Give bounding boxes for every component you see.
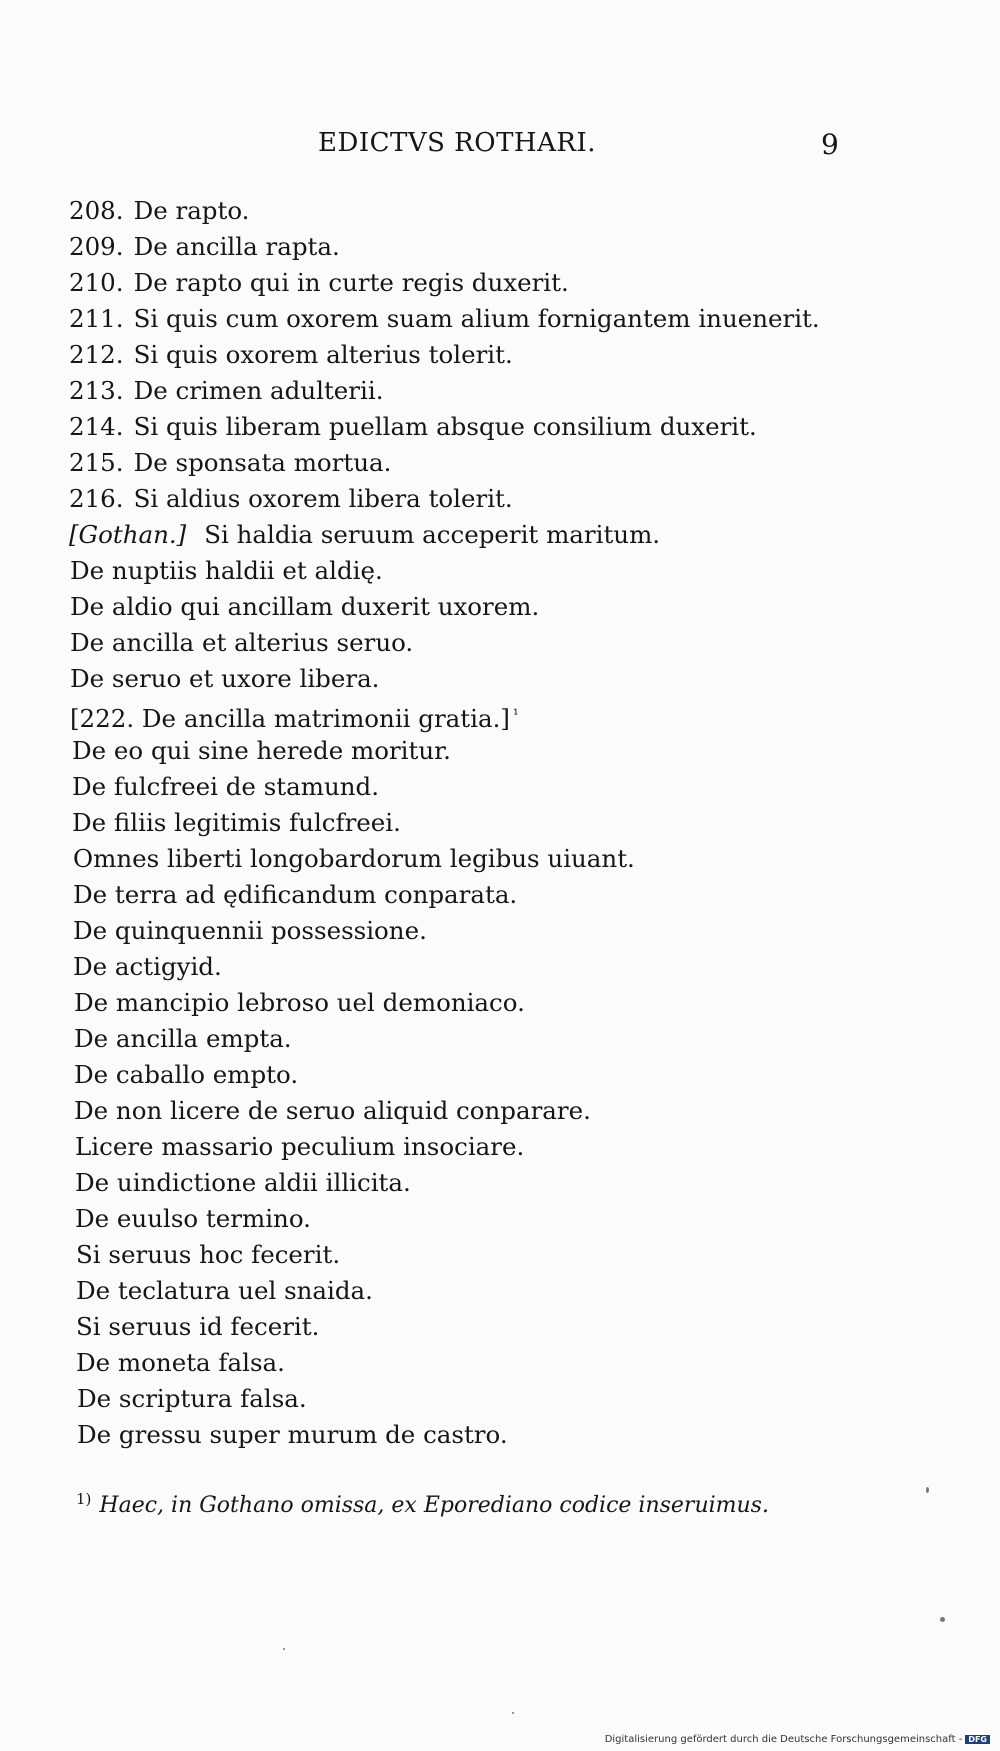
list-item [76, 1273, 373, 1309]
list-item [69, 445, 391, 481]
list-item [74, 1021, 292, 1057]
list-item [72, 805, 401, 841]
list-item [69, 301, 820, 337]
chapter-title: De moneta falsa. [76, 1348, 285, 1377]
list-item [70, 625, 413, 661]
list-item [69, 229, 340, 265]
chapter-number: 211. [69, 304, 124, 333]
list-item [69, 481, 513, 517]
chapter-title: Licere massario peculium insociare. [75, 1132, 525, 1161]
chapter-title: De ancilla et alterius seruo. [70, 628, 414, 657]
chapter-title: De gressu super murum de castro. [77, 1420, 508, 1449]
chapter-title: De sponsata mortua. [133, 448, 392, 477]
chapter-number: 210. [69, 268, 124, 297]
chapter-title: De rapto qui in curte regis duxerit. [133, 268, 569, 297]
chapter-title: De euulso termino. [75, 1204, 311, 1233]
list-item [69, 517, 660, 553]
list-item [70, 697, 519, 733]
list-item [69, 193, 249, 229]
chapter-title: De nuptiis haldii et aldię. [70, 556, 383, 585]
chapter-title: De mancipio lebroso uel demoniaco. [74, 988, 525, 1017]
paper-speck [512, 1712, 514, 1714]
running-title: EDICTVS ROTHARI. [318, 128, 596, 158]
chapter-title: Si quis liberam puellam absque consilium duxerit. [133, 412, 757, 441]
list-item [73, 913, 427, 949]
list-item [76, 1309, 319, 1345]
chapter-title: De rapto. [133, 196, 250, 225]
chapter-title: Si quis cum oxorem suam alium fornigantem inuenerit. [133, 304, 820, 333]
list-item [74, 985, 525, 1021]
chapter-number: 213. [69, 376, 124, 405]
list-item [69, 409, 757, 445]
paper-speck [283, 1648, 285, 1650]
chapter-title: De aldio qui ancillam duxerit uxorem. [70, 592, 540, 621]
chapter-title: De ancilla empta. [74, 1024, 292, 1053]
list-item [76, 1237, 340, 1273]
list-item [70, 661, 379, 697]
dfg-logo: DFG [965, 1735, 990, 1744]
list-item [74, 1057, 298, 1093]
chapter-title: Si seruus id fecerit. [76, 1312, 320, 1341]
chapter-number: 216. [69, 484, 124, 513]
chapter-number: 214. [69, 412, 124, 441]
paper-speck [940, 1617, 945, 1622]
list-item [77, 1417, 508, 1453]
chapter-title: De caballo empto. [74, 1060, 299, 1089]
list-item [73, 877, 517, 913]
chapter-number: 209. [69, 232, 124, 261]
credit-text: Digitalisierung gefördert durch die Deutsche Forschungsgemeinschaft - [604, 1734, 963, 1745]
chapter-title: De teclatura uel snaida. [76, 1276, 373, 1305]
page-number: 9 [821, 128, 839, 161]
footnote-marker: 1) [76, 1490, 92, 1508]
chapter-title: De quinquennii possessione. [73, 916, 427, 945]
list-item [73, 841, 635, 877]
chapter-title: De filiis legitimis fulcfreei. [72, 808, 401, 837]
list-item [76, 1345, 285, 1381]
list-item [73, 949, 222, 985]
paper-speck [926, 1487, 929, 1493]
list-item [72, 733, 451, 769]
list-item [75, 1201, 311, 1237]
chapter-title: Si quis oxorem alterius tolerit. [133, 340, 513, 369]
list-item [77, 1381, 307, 1417]
chapter-title: Si haldia seruum acceperit maritum. [204, 520, 661, 549]
list-item [74, 1093, 591, 1129]
chapter-number: 215. [69, 448, 124, 477]
chapter-title: Omnes liberti longobardorum legibus uiuant. [73, 844, 635, 873]
chapter-title: De terra ad ędificandum conparata. [73, 880, 518, 909]
chapter-title: De crimen adulterii. [133, 376, 384, 405]
list-item [70, 553, 383, 589]
chapter-title: De seruo et uxore libera. [70, 664, 380, 693]
chapter-title: De scriptura falsa. [77, 1384, 307, 1413]
list-item [69, 373, 383, 409]
list-item [72, 769, 379, 805]
chapter-number: 208. [69, 196, 124, 225]
chapter-title: De ancilla rapta. [133, 232, 340, 261]
chapter-title: De actigyid. [73, 952, 222, 981]
chapter-title: De uindictione aldii illicita. [75, 1168, 411, 1197]
footnote [76, 1490, 769, 1518]
page-header [0, 128, 1000, 168]
chapter-title: [222. De ancilla matrimonii gratia.] [70, 704, 510, 733]
chapter-title: Si seruus hoc fecerit. [76, 1240, 341, 1269]
footnote-text: Haec, in Gothano omissa, ex Eporediano codice inseruimus. [99, 1493, 769, 1518]
list-item [75, 1165, 411, 1201]
footnote-marker: ¹ [512, 707, 519, 723]
chapter-title: Si aldius oxorem libera tolerit. [133, 484, 513, 513]
list-item [69, 337, 513, 373]
source-reference: [Gothan.] [69, 520, 187, 549]
chapter-number: 212. [69, 340, 124, 369]
list-item [69, 265, 569, 301]
list-item [70, 589, 539, 625]
chapter-title: De eo qui sine herede moritur. [72, 736, 451, 765]
digitization-credit [605, 1734, 990, 1745]
chapter-title: De fulcfreei de stamund. [72, 772, 379, 801]
list-item [75, 1129, 524, 1165]
chapter-title: De non licere de seruo aliquid conparare. [74, 1096, 591, 1125]
